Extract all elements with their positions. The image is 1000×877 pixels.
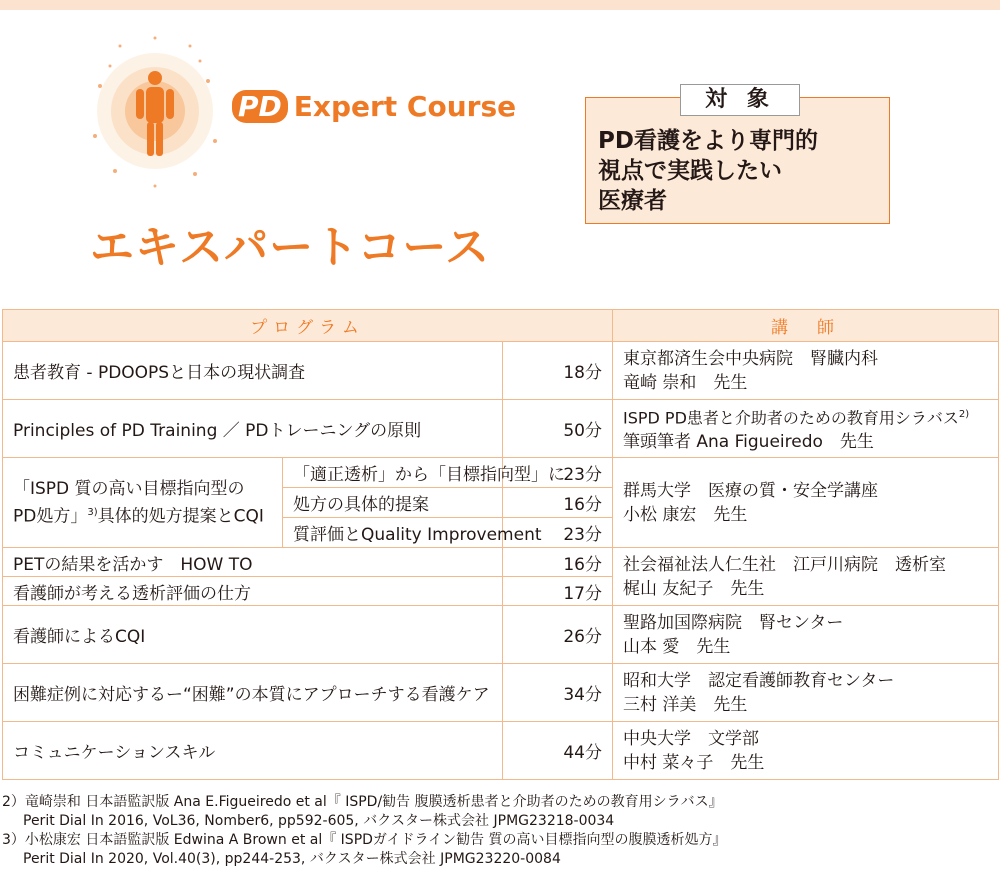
program-duration: 23分 (503, 458, 613, 488)
table-row (3, 342, 999, 400)
program-title: 看護師が考える透析評価の仕方 (3, 577, 503, 606)
lecturer-name: 山本 愛 先生 (623, 636, 731, 657)
lecturer-affiliation: 群馬大学 医療の質・安全学講座 (623, 480, 878, 501)
lecturer-cell (613, 548, 999, 606)
sub-program-title: 処方の具体的提案 (283, 488, 503, 518)
table-row (3, 606, 999, 664)
reference-2-line-1: 2）竜崎崇和 日本語監訳版 Ana E.Figueiredo et al『 ISPD/勧告 腹膜透析患者と介助者のための教育用シラバス』 (2, 794, 723, 810)
table-row (3, 722, 999, 780)
lecturer-name: 三村 洋美 先生 (623, 694, 748, 715)
reference-3-line-1: 3）小松康宏 日本語監訳版 Edwina A Brown et al『 ISPDガイドライン勧告 質の高い目標指向型の腹膜透析処方』 (2, 832, 727, 848)
program-duration: 34分 (503, 664, 613, 722)
program-duration: 16分 (503, 548, 613, 577)
lecturer-affiliation: 東京都済生会中央病院 腎臓内科 (623, 348, 878, 369)
sub-program-title: 「適正透析」から「目標指向型」に (283, 458, 503, 488)
lecturer-name: 梶山 友紀子 先生 (623, 578, 765, 599)
program-duration: 44分 (503, 722, 613, 780)
reference-2-line-2: Perit Dial In 2016, VoL36, Nomber6, pp592-605, バクスター株式会社 JPMG23218-0034 (23, 813, 615, 829)
course-logo-text (232, 90, 516, 123)
program-title: 患者教育 - PDOOPSと日本の現状調査 (3, 342, 503, 400)
reference-3-line-2: Perit Dial In 2020, Vol.40(3), pp244-253, バクスター株式会社 JPMG23220-0084 (23, 851, 561, 867)
table-row (3, 400, 999, 458)
column-header-lecturer: 講 師 (613, 310, 999, 342)
top-band (0, 0, 1000, 10)
lecturer-cell (613, 342, 999, 400)
pd-badge: PD (232, 90, 288, 123)
lecturer-cell (613, 606, 999, 664)
lecturer-affiliation: 社会福祉法人仁生社 江戸川病院 透析室 (623, 554, 946, 575)
lecturer-affiliation: 昭和大学 認定看護師教育センター (623, 670, 895, 691)
lecturer-affiliation: ISPD PD患者と介助者のための教育用シラバス$^{2)}$ (623, 408, 970, 428)
table-row (3, 458, 999, 488)
lecturer-name: 筆頭筆者 Ana Figueiredo 先生 (623, 432, 874, 453)
lecturer-name: 小松 康宏 先生 (623, 504, 748, 525)
table-row (3, 548, 999, 577)
references (2, 793, 727, 869)
program-duration: 17分 (503, 577, 613, 606)
burst-figure-icon (80, 26, 230, 196)
program-duration: 26分 (503, 606, 613, 664)
table-row (3, 664, 999, 722)
program-duration: 23分 (503, 518, 613, 548)
target-line-2: 視点で実践したい (598, 158, 782, 184)
lecturer-name: 中村 菜々子 先生 (623, 752, 765, 773)
program-title: 困難症例に対応するー“困難”の本質にアプローチする看護ケア (3, 664, 503, 722)
program-title: コミュニケーションスキル (3, 722, 503, 780)
program-title: PETの結果を活かす HOW TO (3, 548, 503, 577)
lecturer-affiliation: 聖路加国際病院 腎センター (623, 612, 844, 633)
sub-program-title: 質評価とQuality Improvement (283, 518, 503, 548)
program-duration: 50分 (503, 400, 613, 458)
target-line-1: PD看護をより専門的 (598, 128, 818, 154)
lecturer-cell (613, 722, 999, 780)
page-title: エキスパートコース (90, 222, 491, 273)
column-header-program: プログラム (3, 310, 613, 342)
target-label: 対 象 (680, 84, 800, 116)
lecturer-cell (613, 458, 999, 548)
lecturer-cell (613, 664, 999, 722)
program-duration: 18分 (503, 342, 613, 400)
table-header-row (3, 310, 999, 342)
course-name-en: Expert Course (293, 90, 517, 123)
lecturer-cell (613, 400, 999, 458)
program-duration: 16分 (503, 488, 613, 518)
program-table (2, 309, 999, 780)
program-title: 看護師によるCQI (3, 606, 503, 664)
target-line-3: 医療者 (598, 188, 667, 214)
target-text (598, 126, 818, 216)
course-logo (80, 26, 517, 273)
lecturer-name: 竜崎 崇和 先生 (623, 372, 748, 393)
program-title: Principles of PD Training ／ PDトレーニングの原則 (3, 400, 503, 458)
footnote-ref: 3) (87, 506, 98, 518)
program-title: 「ISPD 質の高い目標指向型の PD処方」$^{3)}$具体的処方提案とCQI (3, 458, 283, 548)
footnote-ref: 2) (958, 408, 970, 420)
target-audience-box (585, 87, 890, 224)
lecturer-affiliation: 中央大学 文学部 (623, 728, 759, 749)
